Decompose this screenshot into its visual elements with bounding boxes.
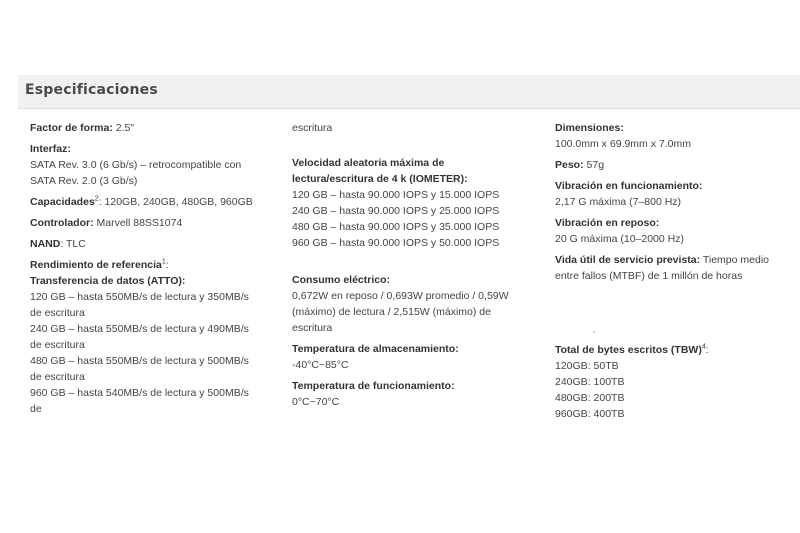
nand-value: : TLC — [60, 238, 86, 250]
weight-value: 57g — [583, 159, 605, 171]
capacities-value: : 120GB, 240GB, 480GB, 960GB — [98, 196, 253, 208]
capacities-footnote: 2 — [94, 195, 99, 203]
operating-temp-value: 0°C~70°C — [292, 396, 340, 408]
spec-column-2 — [292, 120, 532, 410]
form-factor-value: 2.5" — [112, 122, 135, 134]
atto-line: de escritura — [30, 339, 85, 351]
storage-temp-spec — [292, 341, 532, 373]
spec-column-3 — [555, 120, 790, 422]
reference-footnote: 1 — [161, 258, 166, 266]
iops-line: 960 GB – hasta 90.000 IOPS y 50.000 IOPS — [292, 237, 500, 249]
tbw-spec — [555, 342, 790, 422]
operating-temp-label: Temperatura de funcionamiento: — [292, 380, 455, 392]
dimensions-label: Dimensiones: — [555, 122, 624, 134]
storage-temp-label: Temperatura de almacenamiento: — [292, 343, 459, 355]
continuation-text — [292, 120, 532, 136]
random-speed-spec — [292, 155, 532, 251]
form-factor-label: Factor de forma: — [30, 122, 113, 134]
controller-label: Controlador: — [30, 217, 94, 229]
dimensions-value: 100.0mm x 69.9mm x 7.0mm — [555, 138, 691, 150]
nand-spec — [30, 236, 278, 252]
operating-temp-spec — [292, 378, 532, 410]
controller-value: Marvell 88SS1074 — [93, 217, 183, 229]
tbw-colon: : — [705, 344, 709, 356]
reference-performance-spec — [30, 257, 278, 417]
interface-line-2: SATA Rev. 2.0 (3 Gb/s) — [30, 175, 138, 187]
vibration-operating-value: 2,17 G máxima (7–800 Hz) — [555, 196, 682, 208]
dimensions-spec — [555, 120, 790, 152]
tbw-line: 480GB: 200TB — [555, 392, 625, 404]
power-line: (máximo) de lectura / 2,515W (máximo) de — [292, 306, 491, 318]
lifetime-value-2: entre fallos (MTBF) de 1 millón de horas — [555, 270, 743, 282]
specifications-title: Especificaciones — [25, 82, 158, 98]
tbw-line: 240GB: 100TB — [555, 376, 625, 388]
stray-mark: ‚ — [593, 325, 595, 334]
atto-line: 120 GB – hasta 550MB/s de lectura y 350MB/s — [30, 291, 249, 303]
atto-line: de escritura — [30, 307, 85, 319]
tbw-label: Total de bytes escritos (TBW) — [555, 344, 702, 356]
controller-spec — [30, 215, 278, 231]
atto-line: 240 GB – hasta 550MB/s de lectura y 490MB/s — [30, 323, 249, 335]
vibration-idle-label: Vibración en reposo: — [555, 217, 660, 229]
vibration-operating-spec — [555, 178, 790, 210]
capacities-spec — [30, 194, 278, 210]
spec-column-1 — [30, 120, 278, 417]
power-line: 0,672W en reposo / 0,693W promedio / 0,59W — [292, 290, 509, 302]
lifetime-spec — [555, 252, 790, 284]
reference-colon: : — [165, 259, 169, 271]
capacities-label: Capacidades — [30, 196, 95, 208]
interface-label: Interfaz: — [30, 143, 71, 155]
continuation-value: escritura — [292, 122, 333, 134]
random-speed-label-1: Velocidad aleatoria máxima de — [292, 157, 445, 169]
iops-line: 240 GB – hasta 90.000 IOPS y 25.000 IOPS — [292, 205, 500, 217]
iops-line: 120 GB – hasta 90.000 IOPS y 15.000 IOPS — [292, 189, 500, 201]
tbw-line: 120GB: 50TB — [555, 360, 619, 372]
atto-line: de — [30, 403, 42, 415]
weight-label: Peso: — [555, 159, 584, 171]
lifetime-label: Vida útil de servicio prevista: — [555, 254, 701, 266]
reference-label: Rendimiento de referencia — [30, 259, 162, 271]
atto-line: 480 GB – hasta 550MB/s de lectura y 500MB/s — [30, 355, 249, 367]
atto-label: Transferencia de datos (ATTO): — [30, 275, 186, 287]
interface-spec — [30, 141, 278, 189]
power-spec — [292, 272, 532, 336]
nand-label: NAND — [30, 238, 61, 250]
form-factor-spec — [30, 120, 278, 136]
atto-line: de escritura — [30, 371, 85, 383]
vibration-idle-spec — [555, 215, 790, 247]
power-label: Consumo eléctrico: — [292, 274, 391, 286]
specifications-header — [18, 75, 800, 109]
power-line: escritura — [292, 322, 333, 334]
tbw-line: 960GB: 400TB — [555, 408, 625, 420]
iops-line: 480 GB – hasta 90.000 IOPS y 35.000 IOPS — [292, 221, 500, 233]
random-speed-label-2: lectura/escritura de 4 k (IOMETER): — [292, 173, 468, 185]
atto-line: 960 GB – hasta 540MB/s de lectura y 500MB/s — [30, 387, 249, 399]
storage-temp-value: -40°C~85°C — [292, 359, 349, 371]
vibration-operating-label: Vibración en funcionamiento: — [555, 180, 703, 192]
tbw-footnote: 4 — [701, 343, 706, 351]
vibration-idle-value: 20 G máxima (10–2000 Hz) — [555, 233, 684, 245]
lifetime-value-1: Tiempo medio — [700, 254, 769, 266]
interface-line-1: SATA Rev. 3.0 (6 Gb/s) – retrocompatible con — [30, 159, 242, 171]
weight-spec — [555, 157, 790, 173]
